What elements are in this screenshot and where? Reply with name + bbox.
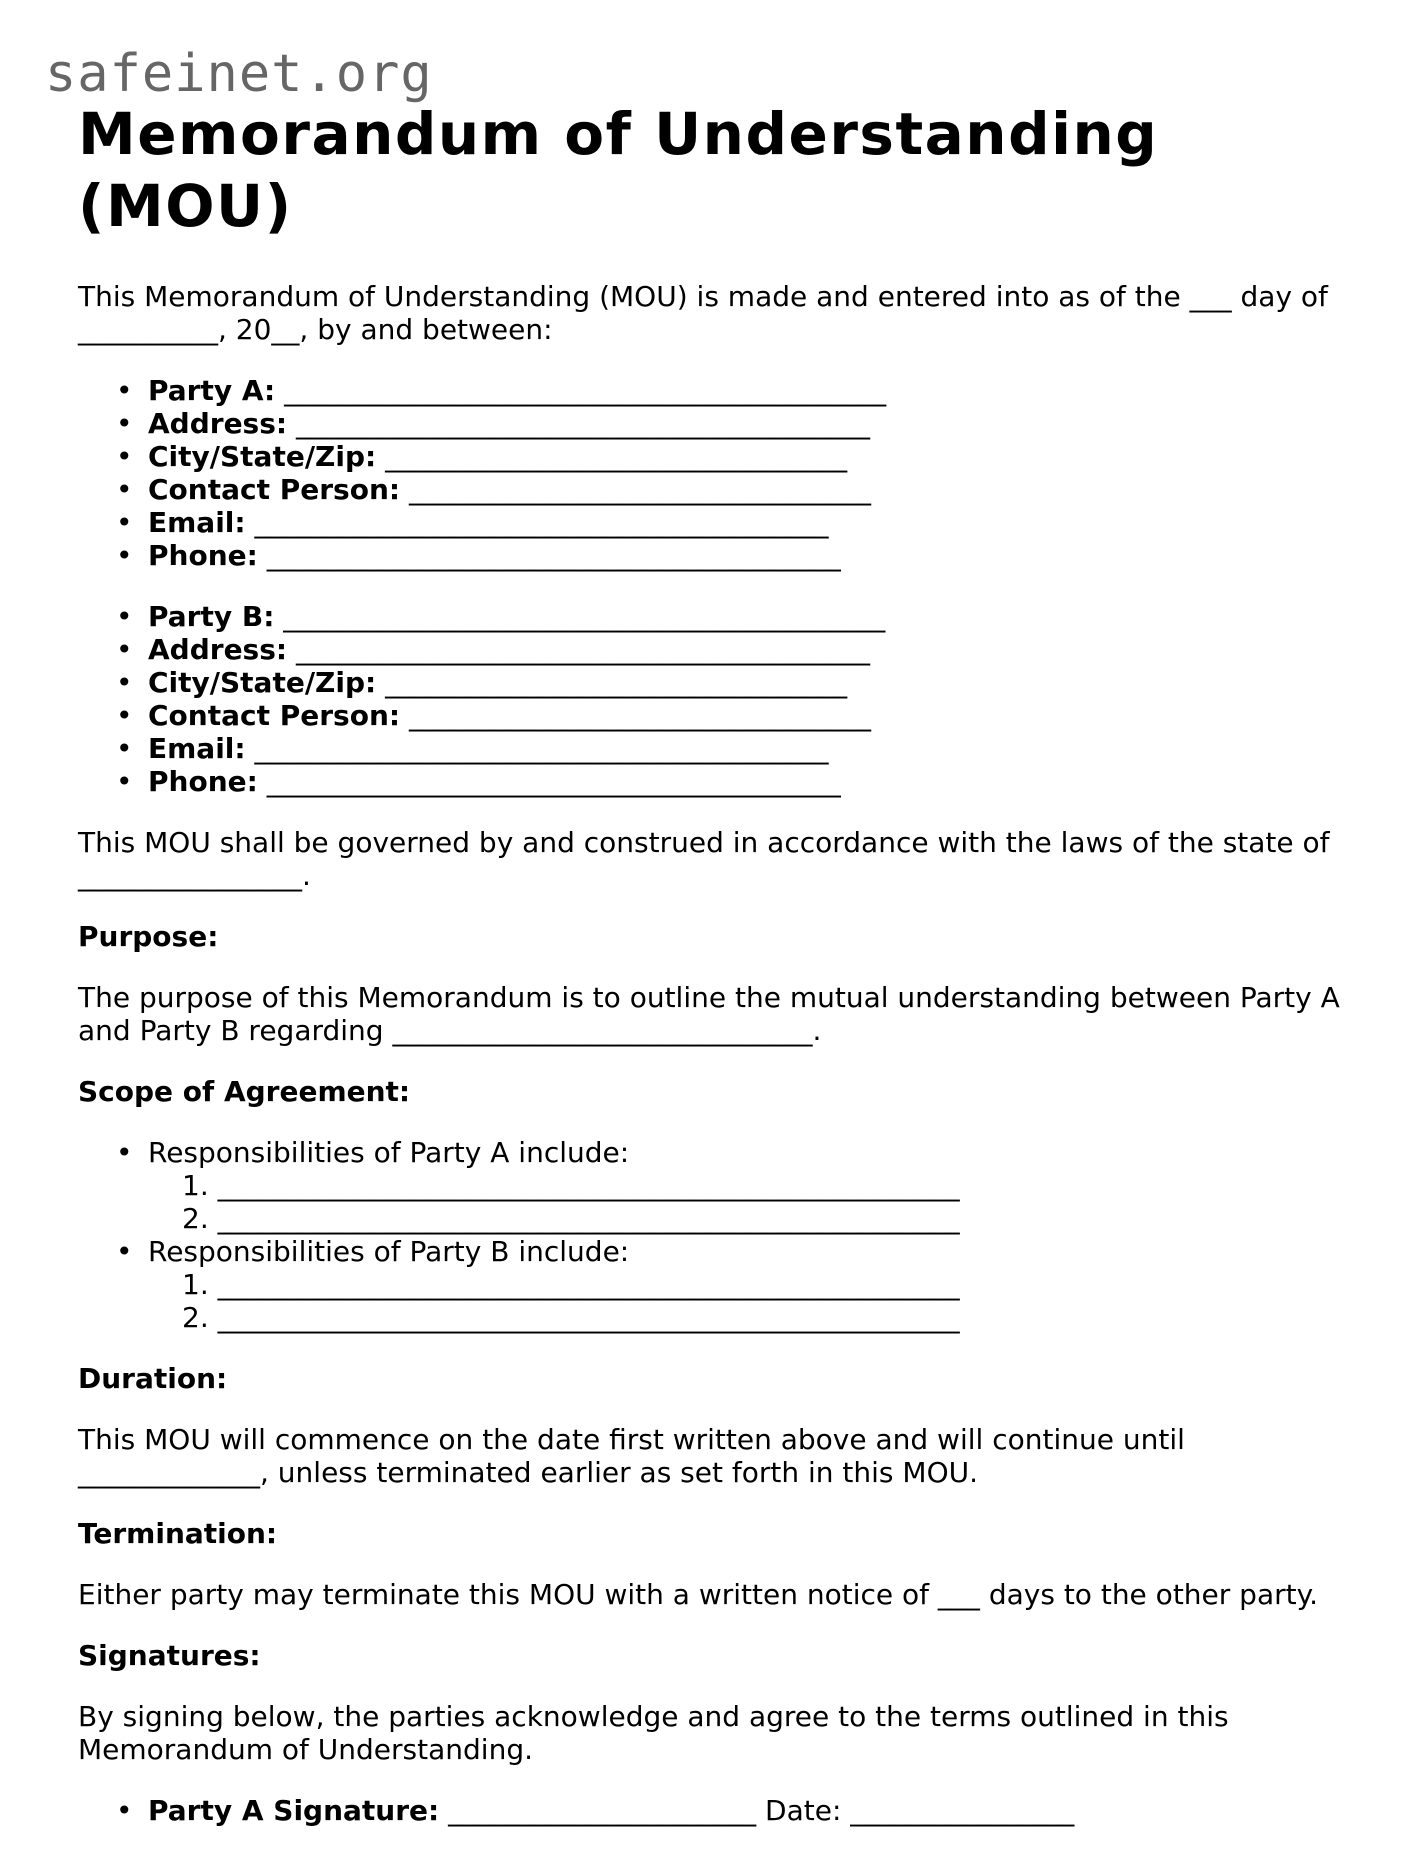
party-a-responsibility-2[interactable]: 2. _____________________________________________________ (182, 1202, 960, 1235)
party-b-responsibility-1[interactable]: 1. _____________________________________________________ (182, 1268, 960, 1301)
duration-paragraph (78, 1423, 1358, 1489)
watermark: safeinet.org (45, 44, 433, 104)
party-b-phone-field[interactable]: • Phone: _________________________________________ (148, 765, 1358, 798)
purpose-paragraph (78, 981, 1358, 1047)
governing-law-line-2: ________________. (78, 859, 311, 892)
party-a-responsibilities-label: Responsibilities of Party A include: (148, 1136, 630, 1169)
governing-law-line-1: This MOU shall be governed by and construed in accordance with the laws of the state of (78, 826, 1330, 859)
governing-law-paragraph (78, 826, 1358, 892)
purpose-line-2: and Party B regarding ______________________________. (78, 1014, 822, 1047)
party-b-responsibility-2[interactable]: 2. _____________________________________________________ (182, 1301, 960, 1334)
termination-paragraph: Either party may terminate this MOU with a written notice of ___ days to the other party. (78, 1578, 1319, 1611)
signatures-paragraph (78, 1700, 1358, 1766)
document-title: Memorandum of Understanding (MOU) (78, 100, 1159, 240)
party-b-email-field[interactable]: • Email: _________________________________________ (148, 732, 1358, 765)
party-a-contact-field[interactable]: • Contact Person: _________________________________ (148, 473, 1358, 506)
party-b-address-field[interactable]: • Address: _________________________________________ (148, 633, 1358, 666)
scope-heading: Scope of Agreement: (78, 1075, 411, 1108)
duration-line-1: This MOU will commence on the date first written above and will continue until (78, 1423, 1185, 1456)
intro-line-1: This Memorandum of Understanding (MOU) is made and entered into as of the ___ day of (78, 280, 1328, 313)
party-a-responsibility-items (148, 1169, 1358, 1235)
purpose-line-1: The purpose of this Memorandum is to outline the mutual understanding between Party A (78, 981, 1340, 1014)
party-b-fields (78, 600, 1358, 798)
duration-line-2: _____________, unless terminated earlier as set forth in this MOU. (78, 1456, 979, 1489)
party-a-responsibilities (148, 1136, 1358, 1235)
party-b-responsibilities-label: Responsibilities of Party B include: (148, 1235, 630, 1268)
party-a-city-field[interactable]: • City/State/Zip: _________________________________ (148, 440, 1358, 473)
party-a-address-field[interactable]: • Address: _________________________________________ (148, 407, 1358, 440)
signatures-line-1: By signing below, the parties acknowledge and agree to the terms outlined in this (78, 1700, 1229, 1733)
party-a-email-field[interactable]: • Email: _________________________________________ (148, 506, 1358, 539)
party-a-responsibility-1[interactable]: 1. _____________________________________________________ (182, 1169, 960, 1202)
purpose-heading: Purpose: (78, 920, 219, 953)
party-a-fields (78, 374, 1358, 572)
party-a-phone-field[interactable]: • Phone: _________________________________________ (148, 539, 1358, 572)
party-a-name-field[interactable]: • Party A: ___________________________________________ (148, 374, 1358, 407)
duration-heading: Duration: (78, 1362, 228, 1395)
party-a-signature-field[interactable]: • Party A Signature: ______________________ Date: ________________ (148, 1794, 1358, 1827)
party-b-name-field[interactable]: • Party B: ___________________________________________ (148, 600, 1358, 633)
signatures-heading: Signatures: (78, 1639, 261, 1672)
signatures-line-2: Memorandum of Understanding. (78, 1733, 533, 1766)
party-b-responsibilities (148, 1235, 1358, 1334)
party-b-responsibility-items (148, 1268, 1358, 1334)
responsibilities-list (78, 1136, 1358, 1334)
party-b-contact-field[interactable]: • Contact Person: _________________________________ (148, 699, 1358, 732)
party-b-city-field[interactable]: • City/State/Zip: _________________________________ (148, 666, 1358, 699)
termination-heading: Termination: (78, 1517, 278, 1550)
document (78, 98, 1358, 1855)
intro-line-2: __________, 20__, by and between: (78, 313, 553, 346)
intro-paragraph (78, 280, 1358, 346)
signature-fields (78, 1794, 1358, 1827)
